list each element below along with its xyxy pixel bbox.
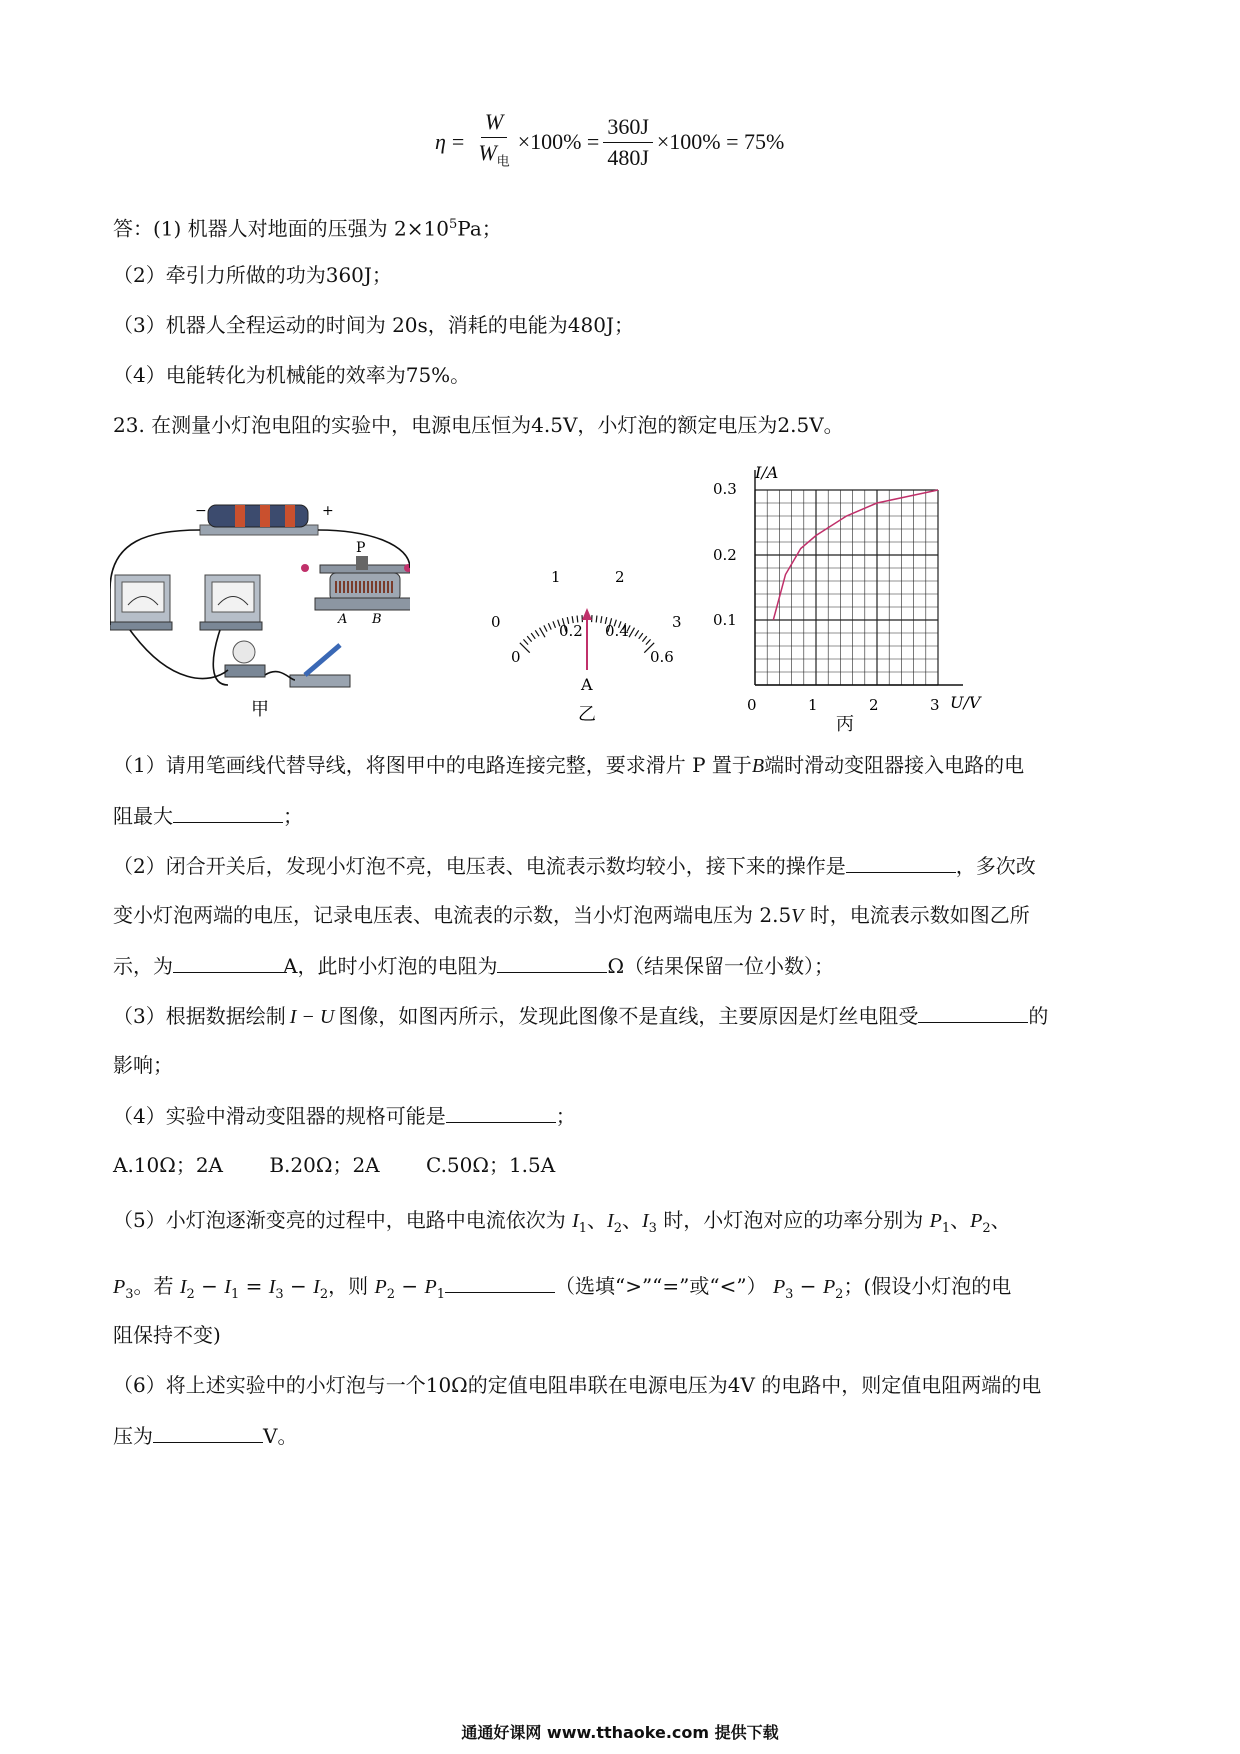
q2-resistance-blank[interactable] [497, 950, 607, 973]
x-tick-2: 2 [869, 696, 879, 714]
eta-symbol: η [435, 129, 446, 154]
dial-tick [535, 630, 539, 636]
dial-bottom-0: 0 [511, 648, 521, 666]
graph-grid [755, 470, 963, 685]
figure-label-bing: 丙 [836, 714, 854, 735]
option-c: C.50Ω；1.5A [425, 1153, 556, 1177]
q3-answer-blank[interactable] [918, 1000, 1028, 1023]
answer-4: （4）电能转化为机械能的效率为75%。 [113, 363, 471, 387]
terminal-b-label: B [372, 612, 382, 627]
dial-bottom-3: 0.6 [650, 648, 674, 666]
q5-line-1: （5）小灯泡逐渐变亮的过程中，电路中电流依次为 $I_1$、$I_2$、$I_3$ 时，小灯泡对应的功率分别为 $P_1$、$P_2$、 [113, 1208, 1011, 1236]
dial-tick [548, 623, 551, 629]
dial-unit: A [581, 675, 593, 694]
q2-line-1: （2）闭合开关后，发现小灯泡不亮，电压表、电流表示数均较小，接下来的操作是 ，多次改 [113, 850, 1036, 881]
figure-label-jia: 甲 [251, 699, 269, 720]
formula-result: ×100% = 75% [656, 129, 785, 154]
q4-options [113, 1150, 555, 1180]
dial-tick [646, 639, 651, 644]
q5-compare-blank[interactable] [445, 1270, 555, 1293]
q2-line-3: 示，为 A，此时小灯泡的电阻为 Ω（结果保留一位小数）； [113, 950, 834, 981]
dial-tick [601, 616, 602, 623]
y-tick-0.1: 0.1 [713, 611, 737, 629]
q3-line-1: （3）根据数据绘制 I − U 图像，如图丙所示，发现此图像不是直线，主要原因是灯丝电阻受 的 [113, 1000, 1048, 1032]
dial-pointer [582, 608, 592, 670]
dial-tick [540, 628, 546, 638]
ammeter [110, 575, 172, 630]
dial-bottom-2: 0.4 [605, 622, 629, 640]
voltmeter [200, 575, 262, 630]
dial-top-0: 0 [491, 613, 501, 631]
svg-text:+: + [322, 503, 334, 519]
q1-answer-blank[interactable] [173, 800, 283, 823]
bulb [225, 641, 265, 677]
fraction-w: $\frac{W}{W_电}$ [478, 109, 510, 169]
dial-tick [639, 633, 643, 639]
switch [290, 645, 350, 687]
dial-tick [642, 636, 646, 641]
dial-top-1: 1 [551, 568, 561, 586]
dial-tick [629, 628, 635, 638]
circuit-figure [110, 490, 410, 720]
option-a: A.10Ω；2A [113, 1153, 223, 1177]
x-tick-3: 3 [930, 696, 940, 714]
graph-y-label: I/A [755, 463, 779, 482]
page-footer: 通通好课网 www.tthaoke.com 提供下载 [461, 1723, 779, 1742]
battery [195, 503, 334, 535]
answer-2: （2）牵引力所做的功为360J； [113, 263, 392, 287]
answer-1: 答：(1) 机器人对地面的压强为 $2\times 10^5Pa$； [113, 216, 502, 241]
efficiency-formula [435, 109, 785, 172]
x-tick-1: 1 [808, 696, 818, 714]
dial-tick [553, 621, 556, 628]
q6-line-2: 压为 V。 [113, 1420, 297, 1451]
slider-p-label: P [356, 540, 366, 556]
q4-answer-blank[interactable] [446, 1100, 556, 1123]
dial-tick [531, 633, 535, 639]
dial-tick [544, 625, 547, 631]
dial-tick [596, 616, 597, 623]
dial-tick [635, 630, 639, 636]
dial-bottom-1: 0.2 [559, 622, 583, 640]
terminal-a-label: A [338, 612, 348, 627]
fraction-values: $\frac{360J}{480J}$ [603, 114, 653, 171]
rheostat [301, 540, 410, 627]
q6-line-1: （6）将上述实验中的小灯泡与一个10Ω的定值电阻串联在电源电压为4V 的电路中，则定值电阻两端的电 [113, 1373, 1042, 1397]
q5-line-2: $P_3$。若 $I_2 - I_1 = I_3 - I_2$，则 $P_2 - P_1$ （选填“>”“=”或“<”） $P_3 - P_2$；(假设小灯泡的电 [113, 1270, 1011, 1310]
y-tick-0.3: 0.3 [713, 480, 737, 498]
times-100: ×100% = [517, 129, 600, 154]
q1-line-2: 阻最大 ； [113, 800, 303, 831]
option-b: B.20Ω；2A [269, 1153, 380, 1177]
q6-answer-blank[interactable] [153, 1420, 263, 1443]
dial-top-2: 2 [615, 568, 625, 586]
x-tick-0: 0 [747, 696, 757, 714]
figure-label-yi: 乙 [578, 704, 596, 725]
q4-line: （4）实验中滑动变阻器的规格可能是 ； [113, 1100, 576, 1131]
answer-3: （3）机器人全程运动的时间为 20s，消耗的电能为480J； [113, 313, 634, 337]
dial-tick [527, 636, 531, 641]
q5-line-3: 阻保持不变) [113, 1323, 221, 1347]
q3-line-2: 影响； [113, 1053, 173, 1077]
ammeter-dial-figure [475, 560, 695, 725]
equals-sign: = [451, 129, 465, 154]
q2-current-blank[interactable] [173, 950, 283, 973]
dial-top-3: 3 [672, 613, 682, 631]
question-23-stem: 23. 在测量小灯泡电阻的实验中，电源电压恒为4.5V，小灯泡的额定电压为2.5V。 [113, 413, 844, 437]
dial-tick [523, 639, 528, 644]
y-tick-0.2: 0.2 [713, 546, 737, 564]
q1-line-1: （1）请用笔画线代替导线，将图甲中的电路连接完整，要求滑片 P 置于B端时滑动变阻器接入电路的电 [113, 753, 1025, 777]
graph-x-label: U/V [950, 693, 981, 712]
iu-graph-figure [705, 460, 990, 735]
q2-operation-blank[interactable] [846, 850, 956, 873]
svg-text:−: − [195, 503, 207, 519]
q2-line-2: 变小灯泡两端的电压，记录电压表、电流表的示数，当小灯泡两端电压为 2.5V 时，电流表示数如图乙所 [113, 903, 1030, 927]
